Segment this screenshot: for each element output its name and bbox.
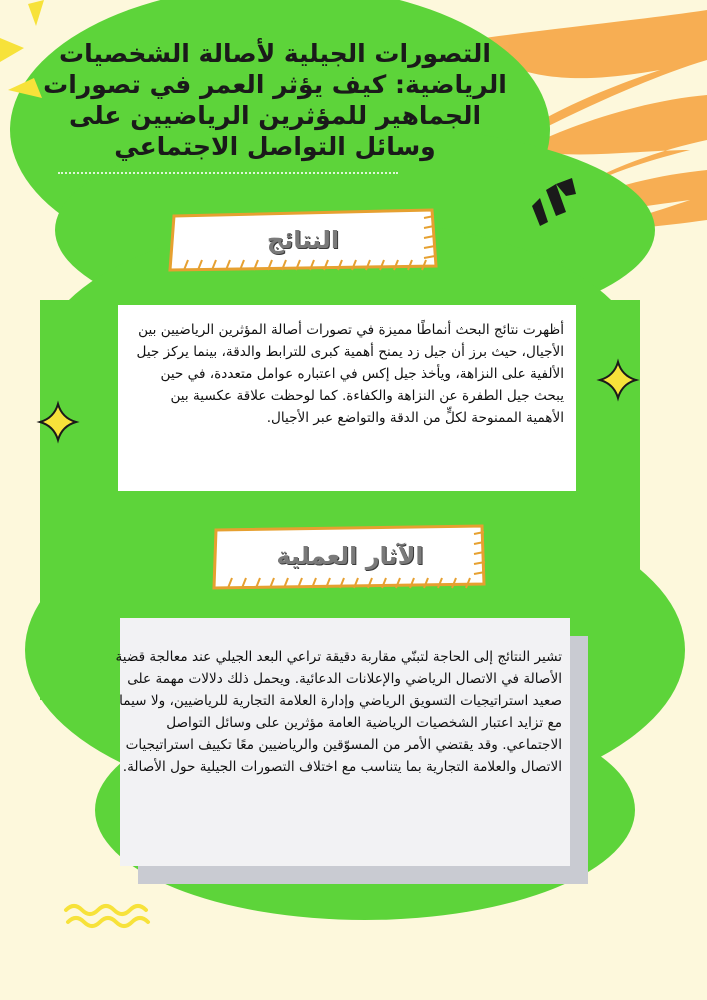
results-box: [118, 305, 576, 491]
implications-body: تشير النتائج إلى الحاجة لتبنّي مقاربة دقيقة تراعي البعد الجيلي عند معالجة قضية الأصالة في الاتصال الرياضي والإعلانات الدعائية. ويحمل ذلك دلالات مهمة على صعيد استراتيجيات التسويق الرياضي وإدارة العلامة التجارية للرياضيين، ولا سيما مع تزايد اعتبار الشخصيات الرياضية العامة مؤثرين على وسائل التواصل الاجتماعي. وقد يقتضي الأمر من المسوّقين والرياضيين معًا تكييف استراتيجيات الاتصال والعلامة التجارية بما يتناسب مع اختلاف التصورات الجيلية حول الأصالة.: [115, 649, 562, 775]
zigzag-icon: [66, 906, 148, 926]
results-heading: النتائج: [266, 226, 340, 254]
results-banner: [168, 208, 438, 272]
implications-box: [115, 618, 570, 866]
implications-heading: الآثار العملية: [276, 542, 424, 570]
results-body: أظهرت نتائج البحث أنماطًا مميزة في تصورات أصالة المؤثرين الرياضيين بين الأجيال، حيث برز أن جيل زد يمنح أهمية كبرى للترابط والدقة، بينما يركز جيل الألفية على النزاهة، ويأخذ جيل إكس في اعتباره عوامل متعددة، في حين يبحث جيل الطفرة عن النزاهة والكفاءة. كما لوحظت علاقة عكسية بين الأهمية الممنوحة لكلٍّ من الدقة والتواضع عبر الأجيال.: [136, 322, 564, 426]
implications-banner: [212, 524, 488, 588]
page-title: التصورات الجيلية لأصالة الشخصيات الرياضية: كيف يؤثر العمر في تصورات الجماهير للمؤثرين الرياضيين على وسائل التواصل الاجتماعي: [43, 39, 507, 161]
title-underline: [58, 172, 398, 174]
